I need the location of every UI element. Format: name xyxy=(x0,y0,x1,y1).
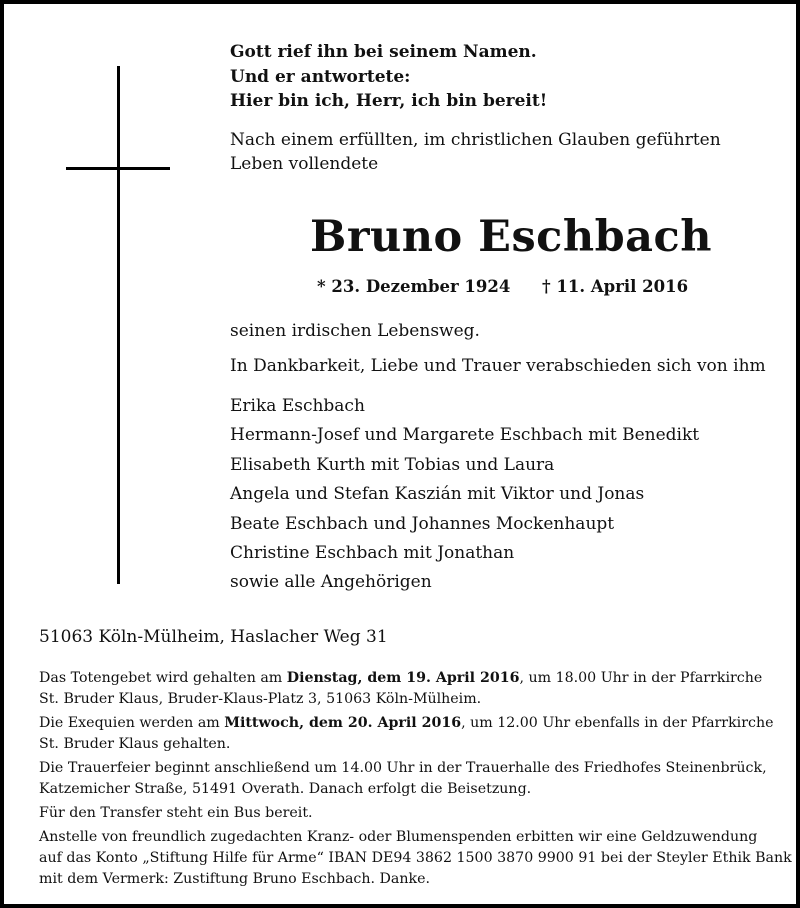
note-text: Anstelle von freundlich zugedachten Kranz- oder Blumenspenden erbitten wir eine Geldzuwendung xyxy=(39,829,758,845)
note-text: Die Exequien werden am xyxy=(39,715,225,731)
note-text: St. Bruder Klaus gehalten. xyxy=(39,736,231,752)
mourners-list xyxy=(230,392,699,598)
note-text: Katzemicher Straße, 51491 Overath. Danach erfolgt die Beisetzung. xyxy=(39,781,532,797)
mourner-item: sowie alle Angehörigen xyxy=(230,572,432,593)
mourner-item: Beate Eschbach und Johannes Mockenhaupt xyxy=(230,513,615,534)
note-text: , um 12.00 Uhr ebenfalls in der Pfarrkirche xyxy=(461,715,774,731)
verse-line: Gott rief ihn bei seinem Namen. xyxy=(230,42,537,62)
deceased-name: Bruno Eschbach xyxy=(310,212,712,262)
note-text: Die Trauerfeier beginnt anschließend um 14.00 Uhr in der Trauerhalle des Friedhofes Steinenbrück, xyxy=(39,760,767,776)
note-text: Für den Transfer steht ein Bus bereit. xyxy=(39,805,313,821)
note-text: , um 18.00 Uhr in der Pfarrkirche xyxy=(519,670,763,686)
intro-text xyxy=(230,128,721,176)
note-text: auf das Konto „Stiftung Hilfe für Arme“ IBAN DE94 3862 1500 3870 9900 91 bei der Steyler Ethik Bank xyxy=(39,850,792,866)
trauerfeier-note xyxy=(39,758,792,800)
verse-line: Und er antwortete: xyxy=(230,66,411,87)
mourner-item: Christine Eschbach mit Jonathan xyxy=(230,542,515,563)
note-text: St. Bruder Klaus, Bruder-Klaus-Platz 3, 51063 Köln-Mülheim. xyxy=(39,691,482,707)
intro-line: Leben vollendete xyxy=(230,154,379,174)
cross-icon xyxy=(117,66,120,584)
note-text: mit dem Vermerk: Zustiftung Bruno Eschbach. Danke. xyxy=(39,871,430,887)
totengebet-note xyxy=(39,668,792,710)
mourner-item: Angela und Stefan Kaszián mit Viktor und Jonas xyxy=(230,484,645,505)
mourner-item: Erika Eschbach xyxy=(230,396,365,416)
farewell-text: In Dankbarkeit, Liebe und Trauer verabschieden sich von ihm xyxy=(230,356,766,376)
verse-line: Hier bin ich, Herr, ich bin bereit! xyxy=(230,91,548,111)
note-date: Dienstag, dem 19. April 2016 xyxy=(286,670,520,686)
mourner-item: Hermann-Josef und Margarete Eschbach mit Benedikt xyxy=(230,425,700,446)
donation-note xyxy=(39,827,792,890)
mourner-item: Elisabeth Kurth mit Tobias und Laura xyxy=(230,454,555,475)
cross-icon-bar xyxy=(66,167,170,170)
transfer-note xyxy=(39,803,792,824)
lebensweg-text: seinen irdischen Lebensweg. xyxy=(230,321,480,341)
family-address: 51063 Köln-Mülheim, Haslacher Weg 31 xyxy=(39,627,388,647)
service-notes xyxy=(39,668,792,893)
note-date: Mittwoch, dem 20. April 2016 xyxy=(224,715,462,731)
birth-date: * 23. Dezember 1924 xyxy=(317,277,511,296)
death-date: † 11. April 2016 xyxy=(542,277,689,296)
note-text: Das Totengebet wird gehalten am xyxy=(39,670,287,686)
intro-line: Nach einem erfüllten, im christlichen Glauben geführten xyxy=(230,130,721,150)
bible-verse xyxy=(230,40,547,114)
exequien-note xyxy=(39,713,792,755)
